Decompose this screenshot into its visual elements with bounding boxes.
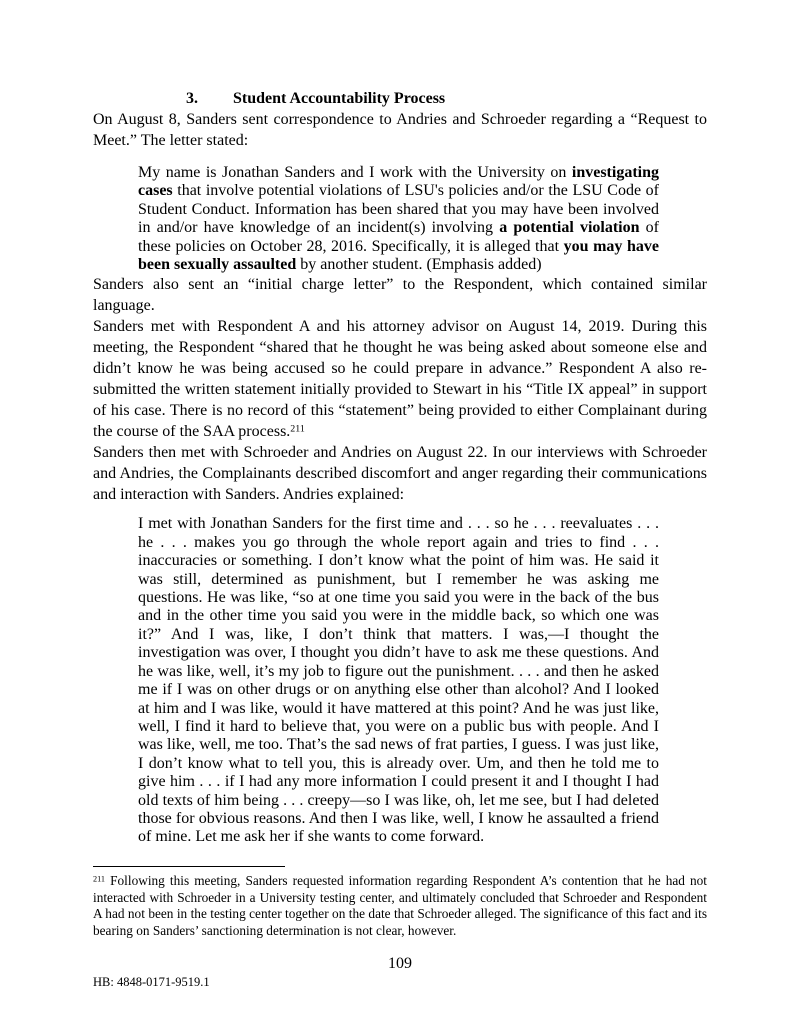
page-number: 109 [388,955,412,972]
paragraph-respondent-meeting: Sanders met with Respondent A and his attorney advisor on August 14, 2019. During this meeting, the Respondent “shared that he thought he was being asked about someone else and didn’t know he was being accused so he could prepare in advance.” Respondent A also re-submitted the written statement initially provided to Stewart in his “Title IX appeal” in support of his case. There is no record of this “statement” being provided to either Complainant during the course of the SAA process.$^{211}$ [93,318,707,441]
paragraph-initial-charge-letter: Sanders also sent an “initial charge letter” to the Respondent, which contained similar language. [93,276,707,315]
section-heading [186,88,707,109]
page-content [93,88,707,847]
paragraph-complainants-meeting: Sanders then met with Schroeder and Andries on August 22. In our interviews with Schroeder and Andries, the Complainants described discomfort and anger regarding their communications and interaction with Sanders. Andries explained: [93,444,707,504]
footnote-area [93,866,707,939]
document-control-number: HB: 4848-0171-9519.1 [93,975,210,989]
footnote-separator [93,866,285,867]
paragraph-request-to-meet: On August 8, Sanders sent correspondence to Andries and Schroeder regarding a “Request to Meet.” The letter stated: [93,111,707,149]
section-number: 3. [186,90,198,107]
section-title: Student Accountability Process [233,90,446,107]
block-quote-andries-interview: I met with Jonathan Sanders for the first time and . . . so he . . . reevaluates . . . he . . . makes you go through the whole report again and tries to find . . . inaccuracies or something. I don’t know what the point of him was. He said it was still, determined as punishment, but I remember he was asking me questions. He was like, “so at one time you said you were in the back of the bus and in the other time you said you were in the middle back, so which one was it?” And I was, like, I don’t think that matters. I was,—I thought the investigation was over, I thought you didn’t have to ask me these questions. And he was like, well, it’s my job to figure out the punishment. . . . and then he asked me if I was on other drugs or on anything else other than alcohol? And I looked at him and I was like, would it have mattered at this point? And he was just like, well, I find it hard to believe that, you were on a public bus with people. And I was like, well, me too. That’s the sad news of frat parties, I guess. I was just like, I don’t know what to tell you, this is already over. Um, and then he told me to give him . . . if I had any more information I could present it and I thought I had old texts of him being . . . creepy—so I was like, oh, let me see, but I had deleted those for obvious reasons. And then I was like, well, I know he assaulted a friend of mine. Let me ask her if she wants to come forward. [138,515,659,846]
footnote-211: $^{211}$ Following this meeting, Sanders requested information regarding Respondent A’s contention that he had not interacted with Schroeder in a University testing center, and ultimately concluded that Schroeder and Respondent A had not been in the testing center together on the date that Schroeder alleged. The significance of this fact and its bearing on Sanders’ sanctioning determination is not clear, however. [93,873,707,938]
block-quote-charge-letter: My name is Jonathan Sanders and I work with the University on investigating cases that involve potential violations of LSU's policies and/or the LSU Code of Student Conduct. Information has been shared that you may have been involved in and/or have knowledge of an incident(s) involving a potential violation of these policies on October 28, 2016. Specifically, it is alleged that you may have been sexually assaulted by another student. (Emphasis added) [138,164,660,274]
